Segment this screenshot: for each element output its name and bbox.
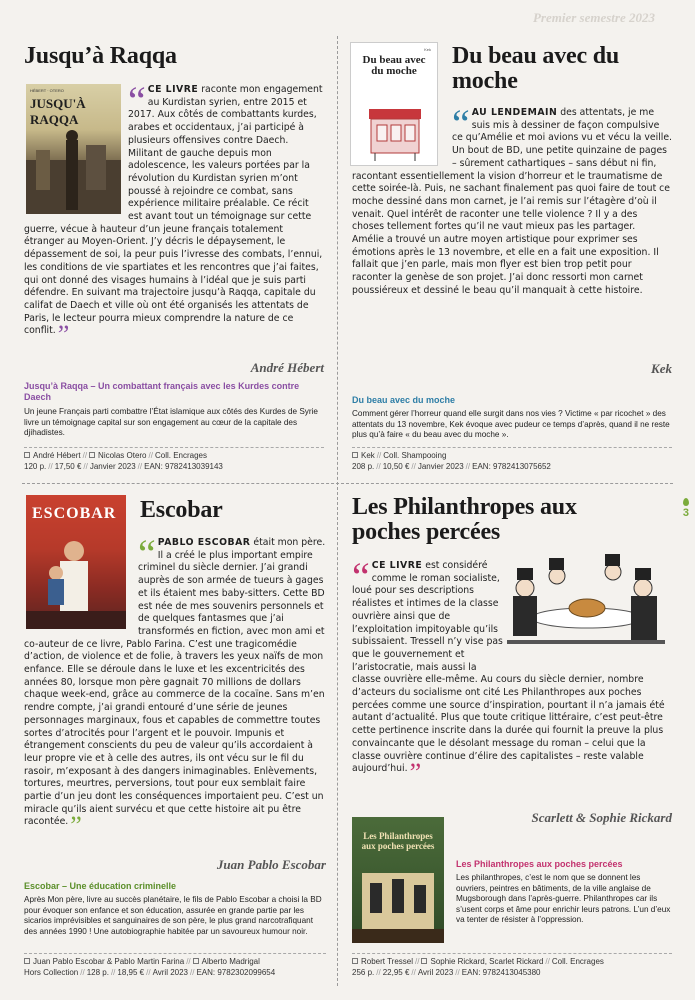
checkbox-icon xyxy=(352,958,358,964)
meta-ean: EAN: 9782413075652 xyxy=(472,461,551,471)
body-text-2: Amélie a trouvé un autre moyen artistique pour exprimer ses émotions après le 13 novembre, et elle en a fait une exposition. Il fallait que j’en parle, mais mon flyer est bien trop petit pour raconter la genèse de son projet. J’ai donc ressorti mon carnet poussiéreux et dessiné le beau qu’il manquait à cette histoire. xyxy=(352,234,659,296)
meta-author: Robert Tressel xyxy=(361,957,414,966)
cover-title: JUSQU'À RAQQA xyxy=(30,96,86,127)
body-text: des attentats, je me suis mis à dessiner de façon compulsive ce qu’Amélie et moi avions vu et vécu la veille. Un bout de BD, une petite quinzaine de pages – sûrement cathartiques – sans début ni fin, racontant essentiellement la vision d’horreur et le traumatisme de cette soirée-là. Puis, ne sachant finalement pas quoi faire de tout ce moche dessiné dans mon carnet, je l’ai remis sur l’étagère d’où il venait. Quel intérêt de raconter une telle violence ? Il y a des choses tellement fortes qu’il ne vaut mieux pas les partager. xyxy=(352,107,673,233)
cover-spacer xyxy=(24,537,138,633)
book-info xyxy=(24,881,326,937)
meta-price: 10,50 € xyxy=(382,461,410,471)
meta-ean: EAN: 9782302099654 xyxy=(196,967,276,977)
meta-ean: EAN: 9782413039143 xyxy=(144,461,223,471)
author-signature: Kek xyxy=(651,361,672,376)
meta-illustrator: Alberto Madrigal xyxy=(201,957,260,966)
cover-title: Du beau avec du moche xyxy=(362,54,426,77)
book-metadata: André Hébert // Nicolas Otero // Coll. Encrages 120 p. // 17,50 € // Janvier 2023 // EAN: 9782413039143 xyxy=(24,447,324,472)
author-signature: Scarlett & Sophie Rickard xyxy=(531,810,672,825)
author-signature: Juan Pablo Escobar xyxy=(216,857,326,872)
article-body xyxy=(352,554,672,788)
page-number xyxy=(683,498,689,518)
meta-author: André Hébert xyxy=(33,451,81,460)
lead-word: CE LIVRE xyxy=(147,84,199,95)
book-metadata: Robert Tressel // Sophie Rickard, Scarlet Rickard // Coll. Encrages 256 p. // 22,95 € // Avril 2023 // EAN: 9782413045380 xyxy=(352,953,672,978)
column-divider xyxy=(337,36,338,986)
lead-word: PABLO ESCOBAR xyxy=(157,537,251,548)
meta-author: Kek xyxy=(361,451,375,460)
close-quote-icon: ” xyxy=(57,320,70,350)
article-title: Escobar xyxy=(140,497,223,523)
open-quote-icon: “ xyxy=(138,531,156,576)
book-title[interactable]: Du beau avec du moche xyxy=(352,395,456,405)
book-description: Après Mon père, livre au succès planétaire, le fils de Pablo Escobar a choisi la BD pour évoquer son enfance et son éducation, assurée en grande partie par les sicarios imprévisibles et sanguinaires de son père, le plus grand narcotrafiquant des années 1990 ! Une autobiographie habitée par un savoureux humour noir. xyxy=(24,895,322,936)
meta-pages: 128 p. xyxy=(86,967,109,977)
meta-collection: Coll. Encrages xyxy=(154,451,207,460)
lead-word: AU LENDEMAIN xyxy=(471,107,558,118)
cover-spacer xyxy=(24,84,128,216)
pencil-icon xyxy=(421,958,427,964)
meta-date: Janvier 2023 xyxy=(417,461,464,471)
article-title: Jusqu’à Raqqa xyxy=(24,43,177,69)
book-title[interactable]: Jusqu’à Raqqa – Un combattant français avec les Kurdes contre Daech xyxy=(24,381,300,402)
cover-authors: HÉBERT · OTERO xyxy=(30,88,64,93)
cover-title: Les Philanthropes aux poches percées xyxy=(361,831,435,851)
meta-illustrator: Nicolas Otero xyxy=(98,451,147,460)
open-quote-icon: “ xyxy=(352,554,370,599)
cover-spacer xyxy=(352,107,452,169)
cover-author: Kek xyxy=(424,47,431,52)
row-divider xyxy=(22,483,673,484)
meta-pages: 120 p. xyxy=(24,461,47,471)
meta-pages: 208 p. xyxy=(352,461,375,471)
drop-icon xyxy=(683,498,689,506)
book-description: Comment gérer l’horreur quand elle surgit dans nos vies ? Victime « par ricochet » des attentats du 13 novembre, Kek évoque avec pudeur ce temps d’après, quand il ne reste plus qu’à faire « du beau avec du moche ». xyxy=(352,409,670,440)
meta-date: Janvier 2023 xyxy=(89,461,136,471)
open-quote-icon: “ xyxy=(452,101,470,146)
page-number-label: 3 xyxy=(682,507,689,519)
meta-collection: Hors Collection xyxy=(24,967,79,977)
book-info xyxy=(456,859,672,926)
close-quote-icon: ” xyxy=(409,758,422,788)
pencil-icon xyxy=(89,452,95,458)
article-body xyxy=(352,101,673,298)
book-description: Les philanthropes, c’est le nom que se donnent les ouvriers, peintres en bâtiments, de la ville anglaise de Mugsborough dans l’après-guerre. Philanthropes car ils s’usent corps et âme pour enrichir leurs patrons. L’un d’eux va tenter de résister à l’oppression. xyxy=(456,873,671,925)
book-cover[interactable] xyxy=(352,817,444,943)
meta-collection: Coll. Encrages xyxy=(551,957,604,966)
meta-author: Juan Pablo Escobar & Pablo Martin Farina xyxy=(33,957,185,966)
meta-price: 18,95 € xyxy=(117,967,145,977)
body-text: est considéré comme le roman socialiste, loué pour ses descriptions réalistes et intimes de la classe ouvrière ainsi que de l’exploitation impitoyable qu’ils subissaient. Tressell n’y vise pas que le gouvernement et l’aristocratie, mais aussi la classe ouvrière elle-même. Au cours du siècle dernier, nombre d’acteurs du socialisme ont cité Les Philanthropes aux poches percées comme une source d’inspiration, pourtant il n’a jamais été autant d’actualité. Plus que toute critique littéraire, c’est peut-être cette pertinence inscrite dans la durée qui fournit la preuve la plus convaincante que le désolant message du roman – celui que la classe ouvrière continue d’élire des capitalistes – reste valable aujourd’hui. xyxy=(352,560,665,775)
checkbox-icon xyxy=(352,452,358,458)
book-title[interactable]: Escobar – Une éducation criminelle xyxy=(24,881,177,891)
section-header: Premier semestre 2023 xyxy=(532,10,655,25)
article-body xyxy=(24,78,324,352)
illustration-spacer xyxy=(504,560,672,664)
meta-ean: EAN: 9782413045380 xyxy=(461,967,541,977)
cover-title: ESCOBAR xyxy=(32,505,117,522)
checkbox-icon xyxy=(24,958,30,964)
article-body xyxy=(24,531,326,841)
cover-illustration xyxy=(352,863,444,943)
meta-date: Avril 2023 xyxy=(417,967,454,977)
checkbox-icon xyxy=(24,452,30,458)
book-info xyxy=(352,395,672,441)
book-description: Un jeune Français parti combattre l’État islamique aux côtés des Kurdes de Syrie livre un témoignage capital sur son engagement au cœur de la capitale des djihadistes. xyxy=(24,407,318,438)
meta-price: 17,50 € xyxy=(54,461,82,471)
book-metadata: Juan Pablo Escobar & Pablo Martin Farina // Alberto Madrigal Hors Collection // 128 p. // 18,95 € // Avril 2023 // EAN: 9782302099654 xyxy=(24,953,326,978)
meta-date: Avril 2023 xyxy=(152,967,188,977)
article-title: Du beau avec du moche xyxy=(452,43,620,94)
pencil-icon xyxy=(193,958,199,964)
meta-price: 22,95 € xyxy=(382,967,410,977)
meta-pages: 256 p. xyxy=(352,967,375,977)
author-signature: André Hébert xyxy=(250,360,324,375)
book-title[interactable]: Les Philanthropes aux poches percées xyxy=(456,859,623,869)
book-info xyxy=(24,381,324,439)
close-quote-icon: ” xyxy=(70,811,82,841)
article-title: Les Philanthropes aux poches percées xyxy=(352,494,577,545)
book-metadata: Kek // Coll. Shampooing 208 p. // 10,50 € // Janvier 2023 // EAN: 9782413075652 xyxy=(352,447,672,472)
body-text: était mon père. Il a créé le plus important empire criminel du siècle dernier. J’ai grandi auprès de son armée de tueurs à gages et ils étaient mes baby-sitters. Cette BD est née de mes souvenirs personnels et de quelques fantasmes que j’ai transformés en fiction, avec mon ami et co-auteur de ce livre, Pablo Farina. C’est une tragicomédie d’action, de violence et de folie, à travers les yeux naïfs de mon enfance. Elle se déroule dans le luxe et les excentricités des années 80, lorsque mon père gagnait 70 millions de dollars chaque week-end, grâce au commerce de la cocaïne. Sans m’en rendre compte, j’ai grandi entouré d’une série de jeunes personnages marginaux, fous et capables de commettre toutes sortes d’atrocités pour l’argent et le pouvoir. Impunis et étrangement conscients du peu de valeur qu’ils accordaient à leur propre vie et à celle des autres, ils ont vécu sur le fil du rasoir, m’exposant à des dangers inimaginables. Enlèvements, tortures, meurtres, perversions, tout pour eux semblait faire partie d’un jeu dont les conséquences importaient peu. C’est un miracle qu’ils aient survécu et que cette histoire ait pu être racontée. xyxy=(24,537,326,828)
meta-collection: Coll. Shampooing xyxy=(383,451,447,460)
meta-illustrator: Sophie Rickard, Scarlet Rickard xyxy=(430,957,544,966)
body-text: raconte mon engagement au Kurdistan syrien, entre 2015 et 2017. Aux côtés de combattants kurdes, arabes et occidentaux, j’ai participé à plusieurs offensives contre Daech. Militant de gauche depuis mon adolescence, les valeurs portées par la révolution du Kurdistan syrien m’ont poussé à rejoindre ce combat, sans expérience militaire préalable. Ce récit est avant tout un témoignage sur cette guerre, vécue à hauteur d’un jeune français totalement étranger au Moyen-Orient. J’y décris le dépaysement, le dépassement de soi, la peur puis l’ivresse des combats, l’ennui, les conditions de vie spartiates et les rencontres que j’ai faites, qui ont donné des visages humains à l’idéal que je suis parti défendre. En suivant ma trajectoire jusqu’à Raqqa, capitale du califat de Daech et ville où ont été organisés les attentats de Paris, le lecteur pourra mieux comprendre la nature de ce conflit. xyxy=(24,84,323,337)
open-quote-icon: “ xyxy=(128,78,146,123)
lead-word: CE LIVRE xyxy=(371,560,423,571)
